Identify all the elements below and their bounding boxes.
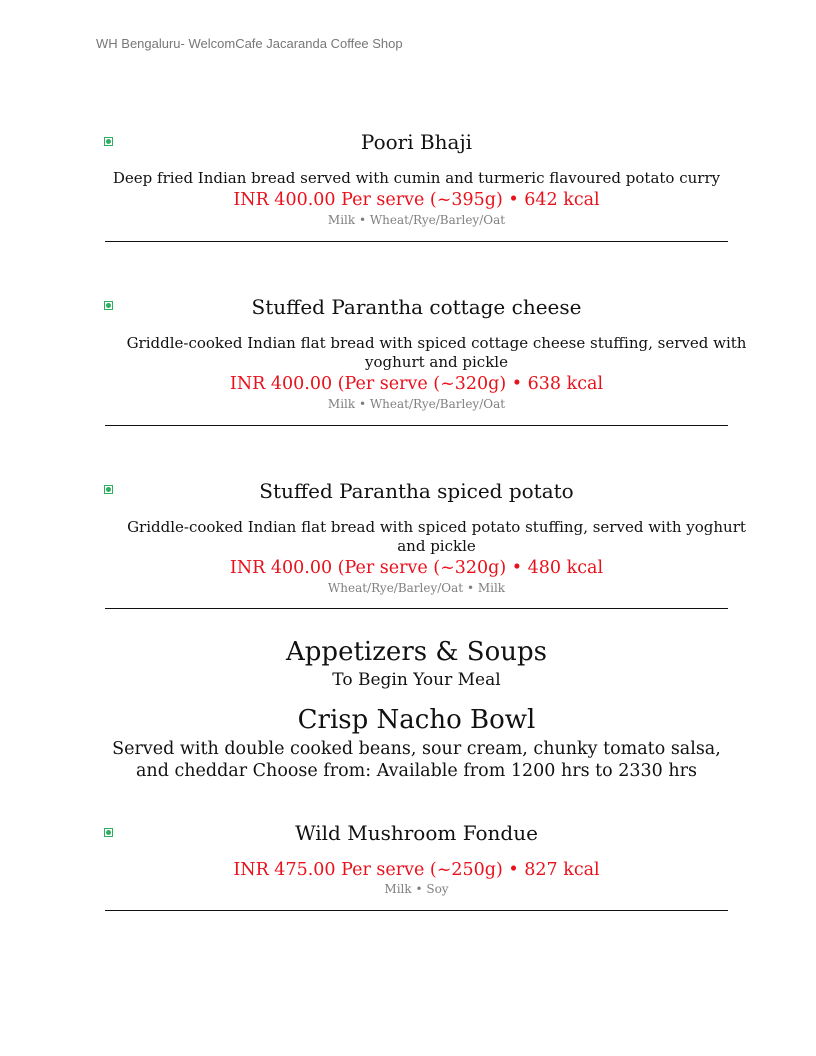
- section-title: Appetizers & Soups: [286, 637, 547, 667]
- item-allergens: Wheat/Rye/Barley/Oat • Milk: [327, 581, 506, 595]
- group-description: Served with double cooked beans, sour cream, chunky tomato salsa, and cheddar Choose from: Available from 1200 hrs to 2330 hrs: [112, 739, 721, 781]
- divider: [105, 608, 728, 609]
- item-allergens: Milk • Soy: [384, 882, 449, 896]
- item-description: Griddle-cooked Indian flat bread with spiced cottage cheese stuffing, served with yoghurt and pickle: [126, 334, 747, 371]
- item-title: Stuffed Parantha cottage cheese: [251, 295, 582, 319]
- page-header: WH Bengaluru- WelcomCafe Jacaranda Coffee Shop: [96, 36, 403, 51]
- item-title: Wild Mushroom Fondue: [295, 821, 538, 845]
- item-title: Poori Bhaji: [360, 130, 473, 154]
- divider: [105, 910, 728, 911]
- item-price: INR 400.00 (Per serve (~320g) • 480 kcal: [229, 558, 604, 578]
- item-price: INR 475.00 Per serve (~250g) • 827 kcal: [233, 860, 600, 880]
- group-title: Crisp Nacho Bowl: [297, 705, 536, 735]
- item-title: Stuffed Parantha spiced potato: [259, 479, 574, 503]
- divider: [105, 425, 728, 426]
- item-allergens: Milk • Wheat/Rye/Barley/Oat: [327, 397, 506, 411]
- item-description: Deep fried Indian bread served with cumin and turmeric flavoured potato curry: [112, 169, 721, 187]
- item-price: INR 400.00 Per serve (~395g) • 642 kcal: [233, 190, 600, 210]
- divider: [105, 241, 728, 242]
- section-subtitle: To Begin Your Meal: [332, 670, 501, 690]
- item-allergens: Milk • Wheat/Rye/Barley/Oat: [327, 213, 506, 227]
- item-price: INR 400.00 (Per serve (~320g) • 638 kcal: [229, 374, 604, 394]
- item-description: Griddle-cooked Indian flat bread with spiced potato stuffing, served with yoghurt and pickle: [127, 518, 746, 555]
